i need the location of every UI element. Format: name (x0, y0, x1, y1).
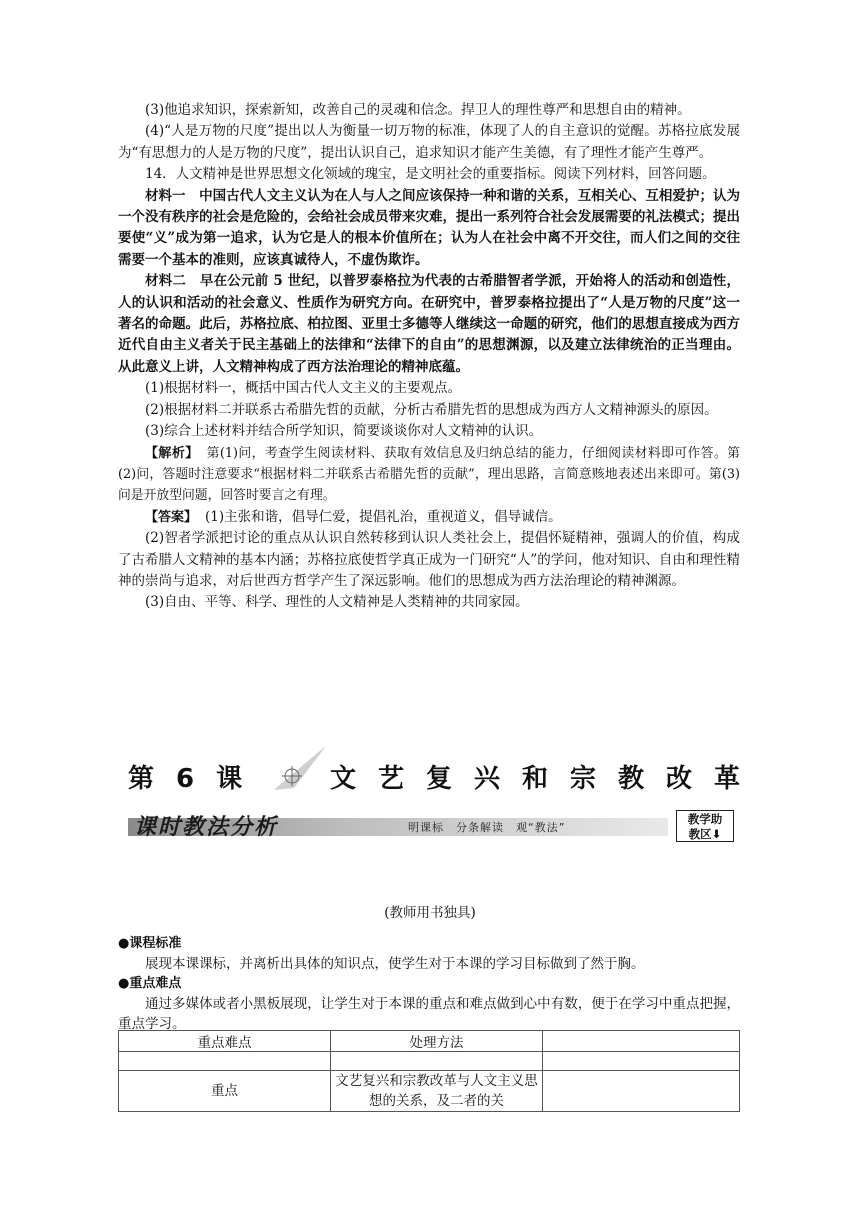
answer-1-text: (1)主张和谐，倡导仁爱，提倡礼治，重视道义，倡导诚信。 (205, 508, 562, 525)
q14-answer-1 (118, 507, 740, 528)
q14-intro: 14．人文精神是世界思想文化领域的瑰宝，是文明社会的重要指标。阅读下列材料，回答问题。 (145, 166, 716, 183)
lesson-name: 文艺复兴和宗教改革 (329, 764, 762, 794)
teaching-aid-label: 教学助 教区⬇ (687, 812, 723, 841)
q14-material-2: 材料二 早在公元前 5 世纪，以普罗泰格拉为代表的古希腊智者学派，开始将人的活动和创造性，人的认识和活动的社会意义、性质作为研究方向。在研究中，普罗泰格拉提出了“人是万物的尺度”这一著名的命题。此后，苏格拉底、柏拉图、亚里士多德等人继续这一命题的研究，他们的思想直接成为西方近代自由主义者关于民主基础上的法律和“法律下的自由”的思想渊源，以及建立法律统治的正当理由。从此意义上讲，人文精神构成了西方法治理论的精神底蕴。 (118, 273, 740, 375)
key-points-text: 通过多媒体或者小黑板展现，让学生对于本课的重点和难点做到心中有数，便于在学习中重点把握，重点学习。 (118, 996, 740, 1032)
teacher-note: (教师用书独具) (384, 905, 476, 921)
q14-answer-2: (2)智者学派把讨论的重点从认识自然转移到认识人类社会上，提倡怀疑精神，强调人的价值，构成了古希腊人文精神的基本内涵；苏格拉底使哲学真正成为一门研究“人”的学问，他对知识、自由和理性精神的崇尚与追求，对后世西方哲学产生了深远影响。他们的思想成为西方法治理论的精神渊源。 (118, 530, 740, 589)
analysis-tag: 【解析】 (145, 445, 199, 461)
q14-question-1: (1)根据材料一，概括中国古代人文主义的主要观点。 (145, 380, 462, 397)
lesson-header (128, 752, 762, 842)
key-points-table (118, 1030, 740, 1112)
q14-answer-3: (3)自由、平等、科学、理性的人文精神是人类精神的共同家园。 (145, 594, 529, 611)
q14-material-1: 材料一 中国古代人文主义认为在人与人之间应该保持一种和谐的关系，互相关心、互相爱护；认为一个没有秩序的社会是危险的，会给社会成员带来灾难，提出一系列符合社会发展需要的礼法模式；提出要使“义”成为第一追求，认为它是人的根本价值所在；认为人在社会中离不开交往，而人们之间的交往需要一个基本的准则，应该真诚待人，不虚伪欺诈。 (118, 187, 740, 268)
q14-question-3: (3)综合上述材料并结合所学知识，简要谈谈你对人文精神的认识。 (145, 423, 543, 440)
banner-subtitle: 明课标 分条解读 观“教法” (408, 821, 566, 834)
course-guidance (118, 934, 740, 1034)
course-standard-heading: ●课程标准 (118, 936, 182, 951)
lesson-number: 第6课 (128, 764, 265, 794)
analysis-text: 第(1)问，考查学生阅读材料、获取有效信息及归纳总结的能力，仔细阅读材料即可作答。第(2)问，答题时注意要求“根据材料二并联系古希腊先哲的贡献”，理出思路，言简意赅地表述出来即可。第(3)问是开放型问题，回答时要言之有理。 (118, 445, 740, 504)
q13-answer-3: (3)他追求知识，探索新知，改善自己的灵魂和信念。捍卫人的理性尊严和思想自由的精神。 (145, 102, 691, 118)
question-14 (118, 164, 740, 614)
table-cell (543, 1052, 740, 1071)
table-cell: 文艺复兴和宗教改革与人文主义思想的关系，及二者的关 (331, 1071, 543, 1112)
q14-question-2: (2)根据材料二并联系古希腊先哲的贡献，分析古希腊先哲的思想成为西方人文精神源头的原因。 (145, 401, 718, 418)
table-cell (119, 1052, 331, 1071)
main-text (118, 100, 740, 614)
table-row (119, 1071, 740, 1112)
table-row (119, 1052, 740, 1071)
course-standard-text: 展现本课课标，并离析出具体的知识点，使学生对于本课的学习目标做到了然于胸。 (145, 956, 645, 972)
table-header: 重点难点 (119, 1031, 331, 1052)
table-cell (543, 1071, 740, 1112)
key-points-heading: ●重点难点 (118, 976, 182, 991)
section-banner (128, 810, 740, 840)
banner-title: 课时教法分析 (134, 815, 279, 840)
table-cell: 重点 (119, 1071, 331, 1112)
table-header (543, 1031, 740, 1052)
answer-tag: 【答案】 (145, 509, 198, 525)
table-header: 处理方法 (331, 1031, 543, 1052)
q13-answer-4: (4)“人是万物的尺度”提出以人为衡量一切万物的标准，体现了人的自主意识的觉醒。苏格拉底发展为“有思想力的人是万物的尺度”，提出认识自己，追求知识才能产生美德，有了理性才能产生尊严。 (118, 123, 740, 161)
lesson-title (128, 758, 762, 798)
quill-target-icon (270, 744, 330, 796)
q14-analysis (118, 443, 740, 507)
table-cell (331, 1052, 543, 1071)
teaching-aid-button[interactable] (676, 810, 734, 842)
table-header-row (119, 1031, 740, 1052)
